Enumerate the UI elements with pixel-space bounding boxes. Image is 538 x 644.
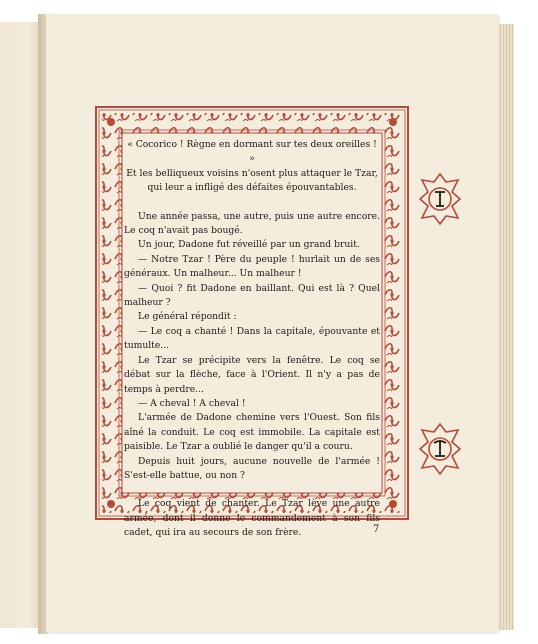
paragraph: Une année passa, une autre, puis une autre encore. Le coq n'avait pas bougé. — [124, 210, 380, 237]
paragraph: Le coq vient de chanter. Le Tzar lève une autre armée, dont il donne le commandement à son fils cadet, qui ira au secours de son frère. — [124, 498, 380, 539]
page-number: 7 — [373, 524, 380, 535]
paragraph: L'armée de Dadone chemine vers l'Ouest. Son fils aîné la conduit. Le coq est immobile. La capitale est paisible. Le Tzar a oublié le danger qu'il a couru. — [124, 412, 380, 453]
paragraph: Le Tzar se précipite vers la fenêtre. Le coq se débat sur la flèche, face à l'Orient. Il n'y a pas de temps à perdre... — [124, 354, 380, 395]
left-page-edge — [0, 22, 41, 628]
paragraph: — Le coq a chanté ! Dans la capitale, épouvante et tumulte... — [124, 325, 380, 352]
floral-ornament-top-icon — [418, 172, 462, 226]
paragraph: — A cheval ! A cheval ! — [138, 397, 246, 409]
paragraph: — Quoi ? fit Dadone en baillant. Qui est là ? Quel malheur ? — [124, 282, 380, 309]
paragraph: « Cocorico ! Règne en dormant sur tes deux oreilles ! » — [127, 139, 377, 165]
paragraph: — Notre Tzar ! Père du peuple ! hurlait un de ses généraux. Un malheur... Un malheur ! — [124, 253, 380, 280]
paragraph: Le général répondit : — [138, 311, 237, 323]
paragraph: Un jour, Dadone fut réveillé par un grand bruit. — [138, 239, 360, 251]
paragraph: Depuis huit jours, aucune nouvelle de l'armée ! S'est-elle battue, ou non ? — [124, 455, 380, 481]
text-block — [124, 138, 380, 539]
page-edges — [498, 24, 514, 630]
floral-ornament-bottom-icon — [418, 422, 462, 476]
paragraph: Et les belliqueux voisins n'osent plus attaquer le Tzar, qui leur a infligé des défaites épouvantables. — [126, 167, 378, 194]
